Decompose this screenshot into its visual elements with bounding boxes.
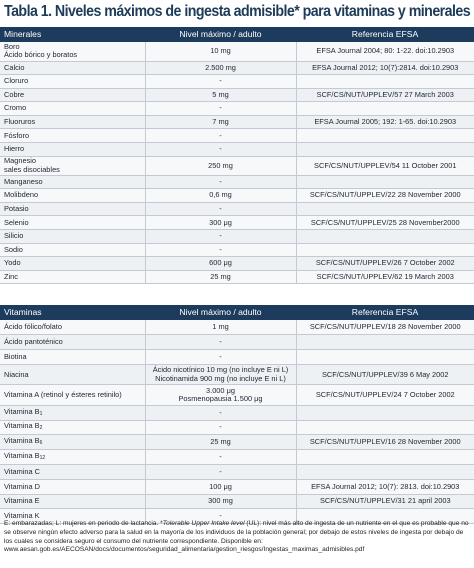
max-level-value: - <box>219 103 222 113</box>
nutrient-subscript: 1 <box>39 410 43 417</box>
nutrient-name-cell <box>0 115 145 129</box>
max-level-cell <box>145 143 296 157</box>
nutrient-name-cell <box>0 420 145 435</box>
efsa-reference-cell <box>296 129 474 143</box>
table-row <box>0 42 474 61</box>
max-level-value: 1 mg <box>212 322 229 332</box>
table-row <box>0 494 474 509</box>
nutrient-name: Biotina <box>4 351 27 361</box>
table-row <box>0 156 474 175</box>
max-level-value: - <box>219 466 222 476</box>
nutrient-name-cell <box>0 450 145 465</box>
efsa-reference-cell <box>296 61 474 75</box>
footnote-italic: Tolerable Upper Intake level <box>162 520 245 527</box>
nutrient-name: Selenio <box>4 217 29 227</box>
max-level-cell <box>145 320 296 335</box>
nutrient-subscript: 6 <box>39 440 43 447</box>
efsa-reference-cell <box>296 465 474 480</box>
table-row <box>0 143 474 157</box>
max-level-value: - <box>219 76 222 86</box>
efsa-reference-cell <box>296 450 474 465</box>
header-nivel-maximo: Nivel máximo / adulto <box>145 305 296 320</box>
nutrient-name-cell <box>0 270 145 284</box>
efsa-reference: EFSA Journal 2005; 192: 1-65. doi:10.2903 <box>314 117 457 127</box>
footnote-part2: (UL): nivel más alto de ingesta de un nutriente en el que es probable que no se observe ningún efecto adverso para la salud en la mayoría de los individuos de la población general; por debajo de estos niveles de ingesta por debajo de los cuales se considera seguro el consumo del nutriente correspondiente. Disponible en: www.aesan.gob.es/AECOSAN/docs/documentos/seguridad_alimentaria/gestion_riesgos/Ingestas_maximas_admisibles.pdf <box>4 520 469 554</box>
efsa-reference-cell <box>296 243 474 257</box>
max-level-value: - <box>219 351 222 361</box>
max-level-cell <box>145 257 296 271</box>
max-level-value: Ácido nicotínico 10 mg (no incluye E ni L) <box>152 365 289 375</box>
table-row <box>0 385 474 406</box>
efsa-reference-cell <box>296 420 474 435</box>
max-level-cell <box>145 230 296 244</box>
nutrient-name: Manganeso <box>4 176 43 186</box>
max-level-value: 25 mg <box>210 437 231 447</box>
max-level-value: 5 mg <box>212 89 229 99</box>
nutrient-name: Vitamina B <box>4 451 40 461</box>
table-row <box>0 335 474 350</box>
nutrient-name: Cromo <box>4 103 27 113</box>
nutrient-name: Molibdeno <box>4 190 39 200</box>
max-level-value: 7 mg <box>212 117 229 127</box>
table-row <box>0 243 474 257</box>
minerales-header-row <box>0 27 474 42</box>
max-level-value: - <box>219 130 222 140</box>
max-level-value: - <box>219 144 222 154</box>
max-level-value: 300 mg <box>208 496 233 506</box>
max-level-cell <box>145 115 296 129</box>
max-level-cell <box>145 494 296 509</box>
efsa-reference-cell <box>296 75 474 89</box>
nutrient-name-cell <box>0 156 145 175</box>
max-level-value: - <box>219 337 222 347</box>
max-level-value: 0,6 mg <box>209 190 232 200</box>
nutrient-name-cell <box>0 42 145 61</box>
efsa-reference-cell <box>296 143 474 157</box>
nutrient-name-cell <box>0 143 145 157</box>
max-level-value: 25 mg <box>210 272 231 281</box>
efsa-reference-cell <box>296 270 474 284</box>
nutrient-name: Vitamina B <box>4 436 40 446</box>
efsa-reference: SCF/CS/NUT/UPPLEV/24 7 October 2002 <box>315 390 455 400</box>
table-row <box>0 420 474 435</box>
nutrient-name-cell <box>0 230 145 244</box>
table-row <box>0 129 474 143</box>
max-level-value: 600 μg <box>209 258 232 268</box>
nutrient-name-cell <box>0 405 145 420</box>
table-row <box>0 364 474 385</box>
efsa-reference-cell <box>296 189 474 203</box>
table-row <box>0 102 474 116</box>
efsa-reference-cell <box>296 350 474 365</box>
efsa-reference: SCF/CS/NUT/UPPLEV/54 11 October 2001 <box>314 160 457 170</box>
nutrient-name-cell <box>0 350 145 365</box>
efsa-reference: SCF/CS/NUT/UPPLEV/18 28 November 2000 <box>309 322 461 332</box>
max-level-cell <box>145 350 296 365</box>
efsa-reference: SCF/CS/NUT/UPPLEV/39 6 May 2002 <box>321 369 449 379</box>
max-level-value: - <box>219 422 222 432</box>
table-row <box>0 270 474 284</box>
nutrient-name: Ácido pantoténico <box>4 337 63 347</box>
efsa-reference-cell <box>296 175 474 189</box>
nutrient-name: Fósforo <box>4 130 30 140</box>
max-level-cell <box>145 465 296 480</box>
nutrient-name: Fluoruros <box>4 117 36 127</box>
nutrient-subscript: 2 <box>39 425 43 432</box>
efsa-reference-cell <box>296 494 474 509</box>
max-level-cell <box>145 435 296 450</box>
table-row <box>0 61 474 75</box>
efsa-reference-cell <box>296 364 474 385</box>
nutrient-name: Vitamina K <box>4 511 40 521</box>
nutrient-name: Vitamina D <box>4 481 41 491</box>
max-level-value: 250 mg <box>208 160 233 170</box>
max-level-cell <box>145 175 296 189</box>
max-level-value: Nicotinamida 900 mg (no incluye E ni L) <box>155 373 286 383</box>
nutrient-name-cell <box>0 494 145 509</box>
efsa-reference-cell <box>296 385 474 406</box>
nutrient-name-cell <box>0 202 145 216</box>
efsa-reference-cell <box>296 230 474 244</box>
nutrient-name: Vitamina A (retinol y ésteres retinilo) <box>4 390 122 400</box>
max-level-cell <box>145 405 296 420</box>
max-level-value: - <box>219 452 222 462</box>
table-row <box>0 88 474 102</box>
nutrient-name-cell <box>0 102 145 116</box>
efsa-reference-cell <box>296 435 474 450</box>
max-level-cell <box>145 216 296 230</box>
max-level-value: 100 μg <box>209 481 232 491</box>
nutrient-name-cell <box>0 335 145 350</box>
table-row <box>0 175 474 189</box>
nutrient-name-cell <box>0 61 145 75</box>
efsa-reference-cell <box>296 115 474 129</box>
efsa-reference: SCF/CS/NUT/UPPLEV/57 27 March 2003 <box>316 89 454 99</box>
nutrient-name: Calcio <box>4 62 25 72</box>
efsa-reference-cell <box>296 202 474 216</box>
table-row <box>0 230 474 244</box>
nutrient-name: Hierro <box>4 144 25 154</box>
nutrient-name: Boro <box>4 42 20 52</box>
efsa-reference: SCF/CS/NUT/UPPLEV/25 28 November2000 <box>310 217 460 227</box>
nutrient-name: Ácido fólico/folato <box>4 322 62 332</box>
efsa-reference: EFSA Journal 2004; 80: 1-22. doi:10.2903 <box>316 46 455 56</box>
max-level-value: 2.500 mg <box>205 62 236 72</box>
max-level-value: 300 μg <box>209 217 232 227</box>
vitaminas-header-row <box>0 305 474 320</box>
nutrient-name: Vitamina B <box>4 406 40 416</box>
nutrient-name-cell <box>0 189 145 203</box>
table-row <box>0 435 474 450</box>
table-row <box>0 189 474 203</box>
table-row <box>0 216 474 230</box>
max-level-cell <box>145 364 296 385</box>
max-level-cell <box>145 270 296 284</box>
max-level-cell <box>145 102 296 116</box>
max-level-cell <box>145 450 296 465</box>
max-level-cell <box>145 156 296 175</box>
nutrient-name: sales disociables <box>4 164 60 174</box>
nutrient-name-cell <box>0 88 145 102</box>
nutrient-name: Cloruro <box>4 76 29 86</box>
efsa-reference-cell <box>296 257 474 271</box>
table-row <box>0 115 474 129</box>
table-row <box>0 465 474 480</box>
efsa-reference-cell <box>296 42 474 61</box>
max-level-cell <box>145 202 296 216</box>
nutrient-name: Vitamina B <box>4 421 40 431</box>
efsa-reference-cell <box>296 405 474 420</box>
efsa-reference-cell <box>296 102 474 116</box>
nutrient-name: Vitamina E <box>4 496 40 506</box>
efsa-reference-cell <box>296 320 474 335</box>
max-level-cell <box>145 42 296 61</box>
efsa-reference: SCF/CS/NUT/UPPLEV/26 7 October 2002 <box>315 258 455 268</box>
max-level-value: 3.000 μg <box>206 385 235 395</box>
nutrient-name-cell <box>0 75 145 89</box>
efsa-reference-cell <box>296 216 474 230</box>
max-level-cell <box>145 335 296 350</box>
max-level-value: - <box>219 407 222 417</box>
nutrient-name-cell <box>0 465 145 480</box>
efsa-reference: EFSA Journal 2012; 10(7): 2813. doi:10.2903 <box>311 481 460 491</box>
nutrient-name: Zinc <box>4 272 18 281</box>
footnote <box>4 520 470 555</box>
table-row <box>0 320 474 335</box>
nutrient-name: Sodio <box>4 244 23 254</box>
efsa-reference-cell <box>296 479 474 494</box>
max-level-value: - <box>219 244 222 254</box>
max-level-cell <box>145 243 296 257</box>
nutrient-name-cell <box>0 479 145 494</box>
nutrient-name: Yodo <box>4 258 21 268</box>
max-level-value: - <box>219 204 222 214</box>
header-referencia-efsa: Referencia EFSA <box>296 305 474 320</box>
nutrient-name-cell <box>0 129 145 143</box>
nutrient-name-cell <box>0 216 145 230</box>
nutrient-subscript: 12 <box>39 455 46 462</box>
nutrient-name-cell <box>0 257 145 271</box>
max-level-cell <box>145 88 296 102</box>
nutrient-name-cell <box>0 175 145 189</box>
nutrient-name-cell <box>0 243 145 257</box>
nutrient-name: Magnesio <box>4 156 37 166</box>
nutrient-name-cell <box>0 435 145 450</box>
nutrient-name-cell <box>0 320 145 335</box>
max-level-value: - <box>219 231 222 241</box>
efsa-reference-cell <box>296 156 474 175</box>
table-row <box>0 350 474 365</box>
max-level-value: 10 mg <box>210 46 231 56</box>
nutrient-name: Silicio <box>4 231 24 241</box>
header-referencia-efsa: Referencia EFSA <box>296 27 474 42</box>
nutrient-name: Niacina <box>4 369 29 379</box>
max-level-cell <box>145 385 296 406</box>
nutrient-name: Vitamina C <box>4 466 41 476</box>
efsa-reference: SCF/CS/NUT/UPPLEV/16 28 November 2000 <box>309 437 461 447</box>
efsa-reference: SCF/CS/NUT/UPPLEV/62 19 March 2003 <box>316 272 454 281</box>
max-level-value: - <box>219 511 222 521</box>
max-level-cell <box>145 129 296 143</box>
max-level-cell <box>145 75 296 89</box>
table-row <box>0 479 474 494</box>
max-level-cell <box>145 479 296 494</box>
footnote-part1: E: embarazadas; L: mujeres en periodo de lactancia. * <box>4 520 163 527</box>
nutrient-name: Ácido bórico y boratos <box>4 50 78 60</box>
table-row <box>0 75 474 89</box>
efsa-reference-cell <box>296 335 474 350</box>
nutrient-name-cell <box>0 364 145 385</box>
nutrient-name: Cobre <box>4 89 25 99</box>
minerales-table <box>0 27 474 284</box>
vitaminas-table <box>0 305 474 524</box>
table-row <box>0 257 474 271</box>
efsa-reference: SCF/CS/NUT/UPPLEV/22 28 November 2000 <box>309 190 461 200</box>
nutrient-name: Potasio <box>4 204 29 214</box>
max-level-value: - <box>219 176 222 186</box>
table-title: Tabla 1. Niveles máximos de ingesta admisible* para vitaminas y minerales <box>4 3 471 20</box>
header-nivel-maximo: Nivel máximo / adulto <box>145 27 296 42</box>
max-level-cell <box>145 61 296 75</box>
max-level-cell <box>145 189 296 203</box>
efsa-reference: SCF/CS/NUT/UPPLEV/31 21 april 2003 <box>319 496 451 506</box>
table-row <box>0 405 474 420</box>
header-minerales: Minerales <box>0 27 145 42</box>
efsa-reference: EFSA Journal 2012; 10(7):2814. doi:10.2903 <box>312 62 459 72</box>
max-level-value: Posmenopausia 1.500 μg <box>178 394 263 404</box>
nutrient-name-cell <box>0 385 145 406</box>
header-vitaminas: Vitaminas <box>0 305 145 320</box>
efsa-reference-cell <box>296 88 474 102</box>
table-row <box>0 450 474 465</box>
table-row <box>0 202 474 216</box>
max-level-cell <box>145 420 296 435</box>
